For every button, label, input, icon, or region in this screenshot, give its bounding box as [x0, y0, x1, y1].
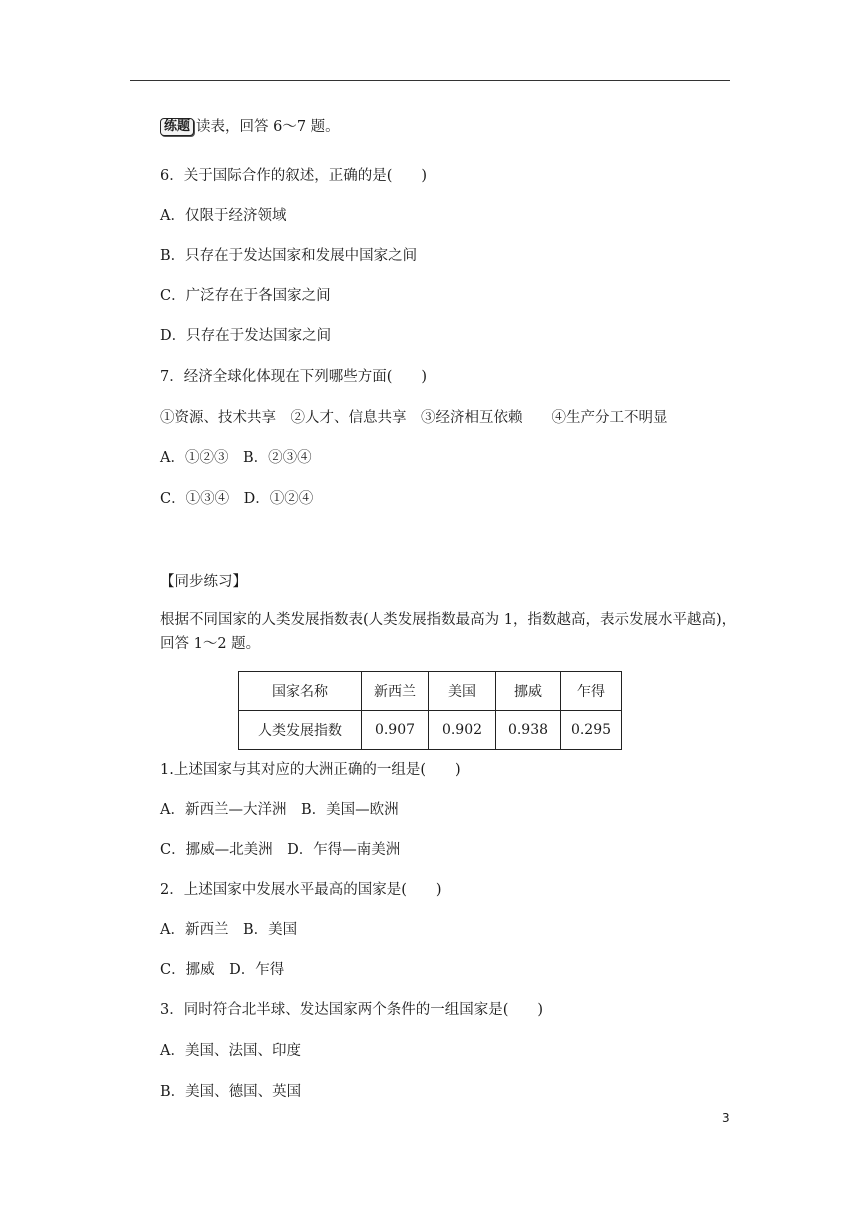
table-cell: 0.295 — [561, 711, 622, 750]
q7-stem: 7．经济全球化体现在下列哪些方面( ) — [160, 369, 428, 385]
q3-option-b: B．美国、德国、英国 — [160, 1084, 302, 1100]
q6-option-b: B．只存在于发达国家和发展中国家之间 — [160, 248, 418, 264]
q1-options-cd: C．挪威—北美洲 D．乍得—南美洲 — [160, 842, 401, 858]
q2-options-cd: C．挪威 D．乍得 — [160, 962, 285, 978]
table-cell: 国家名称 — [239, 672, 362, 711]
practice-badge: 练题 — [160, 118, 194, 136]
q6-option-a: A．仅限于经济领域 — [160, 208, 287, 224]
hdi-table — [238, 671, 622, 750]
table-cell: 新西兰 — [362, 672, 429, 711]
page-number: 3 — [722, 1111, 730, 1125]
q7-options-ab: A．①②③ B．②③④ — [160, 450, 312, 466]
table-cell: 挪威 — [496, 672, 561, 711]
q2-stem: 2．上述国家中发展水平最高的国家是( ) — [160, 882, 442, 898]
table-cell: 美国 — [429, 672, 496, 711]
header-rule — [130, 80, 730, 81]
practice-intro: 读表，回答 6～7 题。 — [196, 119, 340, 135]
table-cell: 人类发展指数 — [239, 711, 362, 750]
q3-option-a: A．美国、法国、印度 — [160, 1043, 301, 1059]
q6-option-d: D．只存在于发达国家之间 — [160, 328, 332, 344]
q7-items: ①资源、技术共享 ②人才、信息共享 ③经济相互依赖 ④生产分工不明显 — [160, 410, 668, 426]
table-cell: 0.902 — [429, 711, 496, 750]
table-header-row — [239, 672, 622, 711]
q3-stem: 3．同时符合北半球、发达国家两个条件的一组国家是( ) — [160, 1002, 544, 1018]
q1-options-ab: A．新西兰—大洋洲 B．美国—欧洲 — [160, 802, 399, 818]
practice-intro-line — [160, 117, 340, 137]
table-cell: 乍得 — [561, 672, 622, 711]
q6-option-c: C．广泛存在于各国家之间 — [160, 288, 331, 304]
table-cell: 0.938 — [496, 711, 561, 750]
table-row — [239, 711, 622, 750]
sync-intro: 根据不同国家的人类发展指数表(人类发展指数最高为 1，指数越高，表示发展水平越高)，回答 1～2 题。 — [160, 612, 737, 652]
q2-options-ab: A．新西兰 B．美国 — [160, 922, 298, 938]
sync-heading: 【同步练习】 — [160, 574, 247, 590]
table-cell: 0.907 — [362, 711, 429, 750]
q1-stem: 1.上述国家与其对应的大洲正确的一组是( ) — [160, 762, 461, 778]
q7-options-cd: C．①③④ D．①②④ — [160, 491, 314, 507]
q6-stem: 6．关于国际合作的叙述，正确的是( ) — [160, 168, 428, 184]
